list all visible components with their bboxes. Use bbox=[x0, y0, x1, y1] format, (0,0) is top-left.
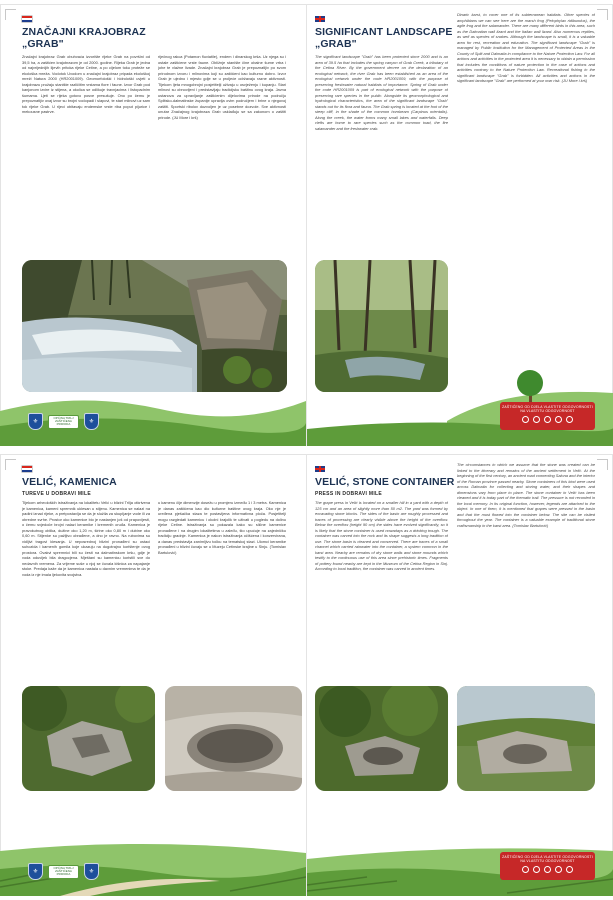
forest-photo bbox=[315, 686, 448, 791]
page-velic-hr bbox=[0, 454, 307, 896]
rock-basin-photo bbox=[165, 686, 302, 791]
page-title: VELIĆ, KAMENICA bbox=[22, 476, 117, 488]
title-line: SIGNIFICANT LANDSCAPE bbox=[315, 26, 453, 38]
text-column-1: The significant landscape "Grab" has been protected since 2000 and is an area of 39.5 ha that includes the spring canyon of Grab Creek, a tributary of the Cetina River. By the government decree on the declaration of an ecological network, the river Grab has been established as an area of the ecological network under the code HR2001009, with the purpose of preserving freshwater natural habitats of importance. Spring of Grab under the code HR2001009 is part of ecological network with the purpose of preserving rare species in the public. Alongside its geomorphological and hydrological characteristics, the area of the significant landscape "Grab" stands out for its flora and fauna. The Grab spring is located at the foot of the steep cliff, in the shade of the common hornbeam (Carpinus orientalis). Along the creek, the water forms many small lakes and waterfalls. Deep clefts are home to rare species such as the common toad, the fire salamander and the freshwater crab. bbox=[315, 54, 448, 131]
page-title bbox=[315, 26, 452, 50]
text-column-2: Dinaric karst, to cover one of its subterranean habitats. Other species of amphibians we can see here are the marsh frog (Pelophylax ridibundus), the agile frog and the salamander. There are many different birds in this area, such as the Dalmatian wall lizard and the Italian wall lizard. Also numerous reptiles, as well as species of snakes. Although the landscape is small, it is a valuable area for rest, recreation and education. The significant landscape "Grab" is managed by Public Institution for the Management of Protected Areas in the County of Split and Dalmatia in compliance to the Nature Protection Law. For all actions and activities in the protected area it is necessary to obtain a permission that includes the conditions of nature protection in the case of actions and activities contrary to the Nature Protection Law. Recreational fishing in the significant landscape "Grab" is forbidden. All activities and actions in the significant landscape "Grab" are performed at your own risk. (JU More i krš) bbox=[457, 12, 595, 83]
text-column-1: The grape press in Velić is located on a smaller hill in a yard with a depth of 125 cm and an area of slightly more than 50 m2. The yard was formed by excavating stone blocks. The sides of the basin are roughly processed and traces of processing are clearly visible above the height of the overflow. Below the overflow (height 90 cm) the sides have evolved significantly, so it is likely that the stone container is used nowadays as a drinking trough. The container was carved into the rock and its shape suggests a long tradition of use. The stone basin is cleaned and conserved. There are traces of a small channel which carried rainwater into the container, a system common in the karst area. Nearby are remains of dry stone walls and stone mounds which testify to the continuous use of this area since prehistoric times. Fragments of pottery found nearby are kept in the Museum of the Cetina Region in Sinj. According to local tradition, the container was carved in ancient times. bbox=[315, 500, 448, 571]
page-subtitle: PRESS IN DOBRAVI MILE bbox=[315, 491, 383, 497]
text-column-2: u kamenu čije dimenzije dosežu u promjeru između 1 i 3 metra. Kamenica je danas zaštićena kao dio kulturne baštine ovog kraja. Oko nje je uređena pješačka staza te postavljena informativna ploča. Posjetitelji mogu razgledati kamenicu i okolni krajolik te uživati u pogledu na dolinu rijeke Cetine. Istraživanja su pokazala kako su slične kamenice pronađene i na drugim lokalitetima u zaleđu, što upućuje na zajedničku tradiciju gradnje. Kamenica je nakon istraživanja očišćena i konzervirana, a danas predstavlja zanimljivu točku na tematskoj stazi. Ulomci keramike pronađeni u blizini čuvaju se u Muzeju Cetinske krajine u Sinju. (Tomislav Bartulović) bbox=[158, 500, 286, 555]
text-column-2: The circumstances in which we assume that the stone was created can be linked to the itinerary and remains of the ancient settlement in Velić. At the beginning of the first century, an ancient road connecting Salona and the interior of the Roman province passed nearby. Stone containers of this kind were used across Dalmatia for collecting and storing water, and their shapes and dimensions vary from place to place. The stone container in Velić has been cleaned and it is today part of the thematic trail. The pressure is not recorded in the local memory. In its original function, however, legends are attached to the object. In one of them, it is mentioned that grapes were pressed in the basin and that the must flowed into the container below. The site can be visited throughout the year. The container is a valuable example of traditional stone craftsmanship in the karst area. (Tomislav Bartulović) bbox=[457, 462, 595, 528]
croatian-flag-icon bbox=[22, 466, 32, 472]
tree-icon bbox=[517, 370, 543, 396]
no-fishing-icon bbox=[566, 866, 573, 873]
badge-text: NA VLASTITU ODGOVORNOST bbox=[520, 859, 575, 863]
coat-of-arms-icon: ⚜ bbox=[28, 413, 43, 430]
title-line: „GRAB" bbox=[315, 38, 357, 50]
stone-detail-photo bbox=[457, 686, 595, 791]
text-column-1: Tijekom arheoloških istraživanja na lokalitetu Velić u blizini Trilja otkrivena je kamenica, kameni spremnik uklesan u stijenu. Kamenica se nalazi na padini iznad rijeke, a pretpostavlja se da je služila za skupljanje vode ili za obredne svrhe. Prostor oko kamenice bio je nastanjen još od prapovijesti, o čemu svjedoče brojni nalazi keramike i kremenih oruđa. Kamenica je pravokutnog oblika, dužine oko 1,20 m, širine oko 0,80 m i dubine oko 0,60 m. Stijenke su pažljivo obrađene, a dno je ravno. Na rubovima su vidljivi tragovi klesanja. U neposrednoj blizini pronađeni su ostaci suhozida i kamenih gomila koje ukazuju na dugotrajno korištenje ovog prostora. Ovakvi spremnici bili su česti na dalmatinskom kršu, gdje je voda oduvijek bila dragocjena. Mještani su kamenicu koristili sve do nedavnih vremena. Za vrijeme suše u njoj se čuvala kišnica za napajanje stoke. Predaja kaže da je kamenica nastala u davnim vremenima te da je voda iz nje imala ljekovita svojstva. bbox=[22, 500, 150, 577]
page-subtitle: TUREVE U DOBRAVI MILE bbox=[22, 491, 91, 497]
page-title: VELIĆ, STONE CONTAINER bbox=[315, 476, 455, 488]
rock-illustration bbox=[22, 686, 155, 791]
coat-of-arms-icon: ⚜ bbox=[28, 863, 43, 880]
spread-velic bbox=[0, 454, 613, 896]
title-line: ZNAČAJNI KRAJOBRAZ bbox=[22, 26, 146, 38]
no-swimming-icon bbox=[522, 866, 529, 873]
badge-text: ZAŠTIĆENO OD DJELA VLASTITE ODGOVORNOSTI bbox=[502, 855, 593, 859]
rock-illustration bbox=[165, 686, 302, 791]
text-column-2: riječnog rakca (Potamon fluviatile), endem i dinarskog krša. Uz njega su i ostale zaštićene vrste faune. Obližnje stanište čine obalne šume vrba i johe te vlažne livade. Značajni krajobraz Grab je prepoznatljiv po svom prirodnom izvoru i mlinovima koji su zaštićeni kao kulturno dobro. Izvor Grab je ujedno i mjesto gdje se u proljeće održavaju razne aktivnosti. Tijekom ljeta mnogobrojni posjetitelji uživaju u osvježenju i kupanju. Stari mlinovi su obnovljeni i predstavljaju tradicijsku baštinu ovog kraja. Javna ustanova za upravljanje zaštićenim dijelovima prirode na području Splitsko-dalmatinske županije upravlja ovim područjem i brine o njegovoj zaštiti. Sportski ribolov dozvoljen je uz posebne dozvole. Sve aktivnosti unutar Značajnog krajobraza Grab usklađuju se sa zakonom o zaštiti prirode. (JU More i krš) bbox=[158, 54, 286, 120]
warning-badge bbox=[500, 402, 595, 430]
page-velic-en bbox=[307, 454, 613, 896]
spread-grab bbox=[0, 4, 613, 446]
stone-illustration bbox=[457, 686, 595, 791]
page-grab-hr bbox=[0, 4, 307, 446]
crop-mark bbox=[597, 9, 608, 20]
badge-icons bbox=[500, 866, 595, 873]
uk-flag-icon bbox=[315, 16, 325, 22]
no-litter-icon bbox=[544, 866, 551, 873]
no-fire-icon bbox=[533, 416, 540, 423]
crop-mark bbox=[597, 459, 608, 470]
logo-row bbox=[28, 413, 99, 430]
partner-logo: OPĆINA TRILJ ZAŠTIĆENA PRIRODA bbox=[48, 415, 79, 429]
partner-logo: OPĆINA TRILJ ZAŠTIĆENA PRIRODA bbox=[48, 865, 79, 879]
no-fire-icon bbox=[533, 866, 540, 873]
no-swimming-icon bbox=[522, 416, 529, 423]
page-grab-en bbox=[307, 4, 613, 446]
crop-mark bbox=[5, 9, 16, 20]
coat-of-arms-icon: ⚜ bbox=[84, 413, 99, 430]
croatian-flag-icon bbox=[22, 16, 32, 22]
uk-flag-icon bbox=[315, 466, 325, 472]
crop-mark bbox=[5, 459, 16, 470]
no-dogs-icon bbox=[555, 866, 562, 873]
badge-icons bbox=[500, 416, 595, 423]
no-litter-icon bbox=[544, 416, 551, 423]
title-line: „GRAB" bbox=[22, 38, 64, 50]
badge-text: ZAŠTIĆENO OD DJELA VLASTITE ODGOVORNOSTI bbox=[502, 405, 593, 409]
no-dogs-icon bbox=[555, 416, 562, 423]
no-fishing-icon bbox=[566, 416, 573, 423]
coat-of-arms-icon: ⚜ bbox=[84, 863, 99, 880]
text-column-1: Značajni krajobraz Grab obuhvaća izvorište rijeke Grab na površini od 39,5 ha, a zaštićen krajobrazom je od 2000. godine. Rijeka Grab je jedna od najvrijednijih lijevih pritoka rijeke Cetine, a po cijelom toku proteže se ekološka mreža. Vodotok Uvodom u značajni krajobraz pripada ekološkoj mreži Natura 2000 (HR2001009). Geomorfološki i hidrološki uvjeti u krajobrazu pružaju stanište različitim vrstama flore i faune. Izvor Grab pod kanjonom izvire iz stijena, a okolica se odlikuje travnjacima i listopadnim šumama. Ljeti se rijeka gotovo posve presušuje. Ono po čemu je prepoznatljiv ovaj izvor su brojni vodopadi i slapovi, te stari mlinovi uz sam tok rijeke Grab. U rijeci obitavaju endemske vrste riba poput pijurice i mekousne pastrve. bbox=[22, 54, 150, 114]
stone-container-photo bbox=[22, 686, 155, 791]
badge-text: NA VLASTITU ODGOVORNOST bbox=[520, 409, 575, 413]
page-title bbox=[22, 26, 146, 50]
logo-row bbox=[28, 863, 99, 880]
forest-illustration bbox=[315, 686, 448, 791]
warning-badge bbox=[500, 852, 595, 880]
